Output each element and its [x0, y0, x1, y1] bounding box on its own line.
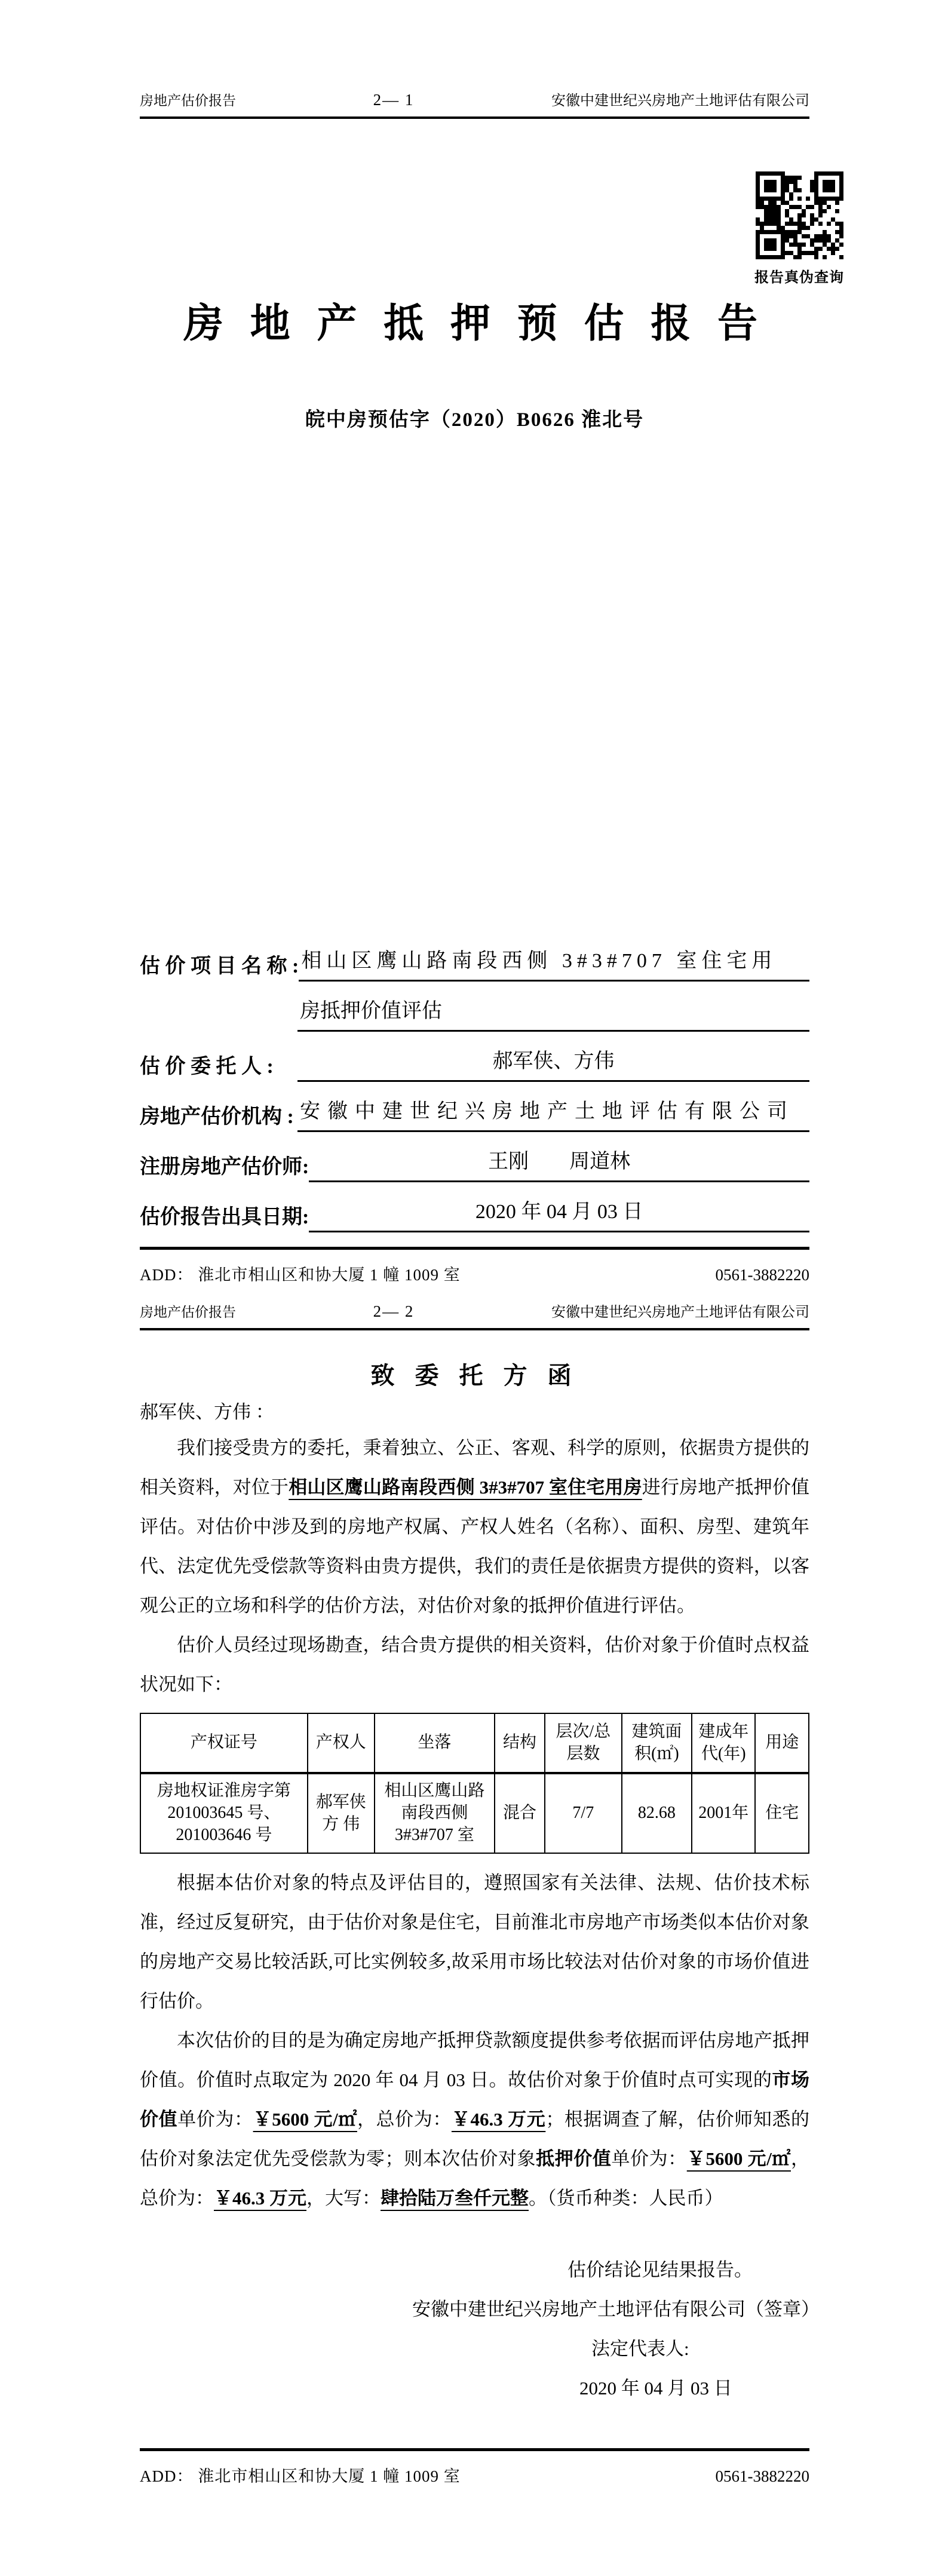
page2-number: 2— 2 — [373, 1302, 415, 1320]
closing-date: 2020 年 04 月 03 日 — [579, 2378, 732, 2399]
letter-paragraph-1 — [140, 1428, 809, 1626]
cell-structure: 混合 — [495, 1773, 545, 1853]
page1-footer-address: ADD： 淮北市相山区和协大厦 1 幢 1009 室 — [140, 1266, 461, 1284]
page1-header-report-type: 房地产估价报告 — [140, 93, 236, 108]
property-rights-table — [140, 1713, 809, 1854]
cell-owner: 郝军侠 方 伟 — [308, 1773, 375, 1853]
col-floor: 层次/总层数 — [545, 1713, 622, 1773]
field-client-label: 估 价 委 托 人 : — [140, 1056, 274, 1078]
qr-block — [754, 171, 844, 286]
para4-unit-price-2: ￥5600 元/㎡ — [686, 2148, 791, 2170]
field-appraiser — [140, 1146, 809, 1182]
para4-unit-price-1: ￥5600 元/㎡ — [253, 2109, 357, 2130]
para1-text-a: 我们接受贵方的委托，秉着独立、公正、客观、科学的原则，依据贵方提供的相关资料，对位于 — [140, 1437, 809, 1498]
report-number: 皖中房预估字（2020）B0626 淮北号 — [305, 409, 645, 431]
field-agency — [140, 1096, 809, 1132]
table-header-row — [140, 1713, 809, 1773]
letter-title: 致 委 托 方 函 — [370, 1361, 579, 1389]
field-client — [140, 1046, 809, 1082]
para1-text-b: 进行房地产抵押价值评估。对估价中涉及到的房地产权属、产权人姓名（名称）、面积、房型、建筑年代、法定优先受偿款等资料由贵方提供，我们的责任是依据贵方提供的资料，以客观公正的立场和科学的估价方法，对估价对象的抵押价值进行评估。 — [140, 1477, 810, 1617]
closing-legal-representative: 法定代表人: — [591, 2338, 689, 2360]
field-project-value-line1: 相山区鹰山路南段西侧 3#3#707 室住宅用 — [299, 946, 809, 982]
field-project — [140, 946, 809, 982]
para4-text-b: 单价为： — [177, 2109, 253, 2130]
qr-caption: 报告真伪查询 — [754, 270, 844, 286]
letter-paragraph-2: 估价人员经过现场勘查，结合贵方提供的相关资料，估价对象于价值时点权益状况如下： — [140, 1634, 809, 1695]
field-project-value-line2: 房抵押价值评估 — [297, 996, 809, 1032]
page2-header — [140, 1300, 809, 1330]
field-project-line2 — [140, 996, 809, 1032]
field-agency-label: 房地产估价机构 : — [140, 1106, 294, 1128]
cell-area: 82.68 — [622, 1773, 692, 1853]
col-location: 坐落 — [375, 1713, 495, 1773]
letter-paragraph-3: 根据本估价对象的特点及评估目的，遵照国家有关法律、法规、估价技术标准，经过反复研究，由于估价对象是住宅，目前淮北市房地产市场类似本估价对象的房地产交易比较活跃,可比实例较多,故采用市场比较法对估价对象的市场价值进行估价。 — [140, 1872, 809, 2012]
cell-location: 相山区鹰山路南段西侧3#3#707 室 — [375, 1773, 495, 1853]
para4-text-f: ，总价为： — [140, 2148, 809, 2209]
page1-footer-phone: 0561-3882220 — [715, 1266, 809, 1284]
col-certificate-no: 产权证号 — [140, 1713, 308, 1773]
letter-salutation: 郝军侠、方伟 ： — [140, 1401, 274, 1422]
page2-footer — [140, 2448, 809, 2488]
para4-total-price-2: ￥46.3 万元 — [214, 2188, 306, 2209]
field-appraiser-label: 注册房地产估价师: — [140, 1156, 309, 1179]
closing-conclusion-note: 估价结论见结果报告。 — [567, 2259, 753, 2281]
field-client-value: 郝军侠、方伟 — [297, 1046, 809, 1082]
field-project-label: 估 价 项 目 名 称 : — [140, 955, 299, 978]
para4-mortgage-value-term: 抵押价值 — [536, 2148, 612, 2170]
qr-code — [756, 171, 843, 259]
para1-subject-property: 相山区鹰山路南段西侧 3#3#707 室住宅用房 — [289, 1477, 642, 1498]
cell-year-built: 2001年 — [692, 1773, 755, 1853]
page1-header — [140, 0, 809, 119]
page1-header-company: 安徽中建世纪兴房地产土地评估有限公司 — [551, 93, 809, 109]
page2-header-report-type: 房地产估价报告 — [140, 1304, 236, 1320]
cell-certificate-no: 房地权证淮房字第201003645 号、201003646 号 — [140, 1773, 308, 1853]
page2-footer-address: ADD： 淮北市相山区和协大厦 1 幢 1009 室 — [140, 2467, 461, 2485]
para4-amount-in-words: 肆拾陆万叁仟元整 — [381, 2188, 529, 2209]
field-report-date-label: 估价报告出具日期: — [140, 1206, 309, 1229]
letter-paragraph-4 — [140, 2021, 809, 2218]
para4-text-e: 单价为： — [611, 2148, 687, 2170]
field-report-date — [140, 1197, 809, 1232]
table-row — [140, 1773, 809, 1853]
page1-footer — [140, 1247, 809, 1287]
page2-header-company: 安徽中建世纪兴房地产土地评估有限公司 — [551, 1304, 809, 1320]
report-title: 房 地 产 抵 押 预 估 报 告 — [183, 302, 766, 346]
col-use: 用途 — [755, 1713, 809, 1773]
col-structure: 结构 — [495, 1713, 545, 1773]
para4-market-value-term: 市场价值 — [140, 2069, 810, 2130]
para4-text-c: ，总价为： — [357, 2109, 452, 2130]
para4-text-d: ；根据调查了解，估价师知悉的估价对象法定优先受偿款为零；则本次估价对象 — [140, 2109, 810, 2170]
col-owner: 产权人 — [308, 1713, 375, 1773]
para4-total-price-1: ￥46.3 万元 — [451, 2109, 546, 2130]
cell-floor: 7/7 — [545, 1773, 622, 1853]
col-year-built: 建成年代(年) — [692, 1713, 755, 1773]
para4-text-g: ，大写： — [306, 2188, 381, 2209]
col-area: 建筑面积(㎡) — [622, 1713, 692, 1773]
closing-company-seal: 安徽中建世纪兴房地产土地评估有限公司（签章） — [412, 2299, 820, 2320]
para4-text-h: 。（货币种类：人民币） — [529, 2188, 723, 2209]
letter-closing — [140, 2250, 820, 2408]
page2-footer-phone: 0561-3882220 — [715, 2467, 809, 2485]
page1-number: 2— 1 — [373, 91, 415, 109]
field-report-date-value: 2020 年 04 月 03 日 — [309, 1197, 809, 1232]
cover-fields — [140, 946, 809, 1232]
para4-text-a: 本次估价的目的是为确定房地产抵押贷款额度提供参考依据而评估房地产抵押价值。价值时点取定为 2020 年 04 月 03 日。故估价对象于价值时点可实现的 — [140, 2030, 809, 2091]
field-appraiser-value: 王刚 周道林 — [309, 1146, 809, 1182]
field-agency-value: 安徽中建世纪兴房地产土地评估有限公司 — [297, 1096, 809, 1132]
cell-use: 住宅 — [755, 1773, 809, 1853]
